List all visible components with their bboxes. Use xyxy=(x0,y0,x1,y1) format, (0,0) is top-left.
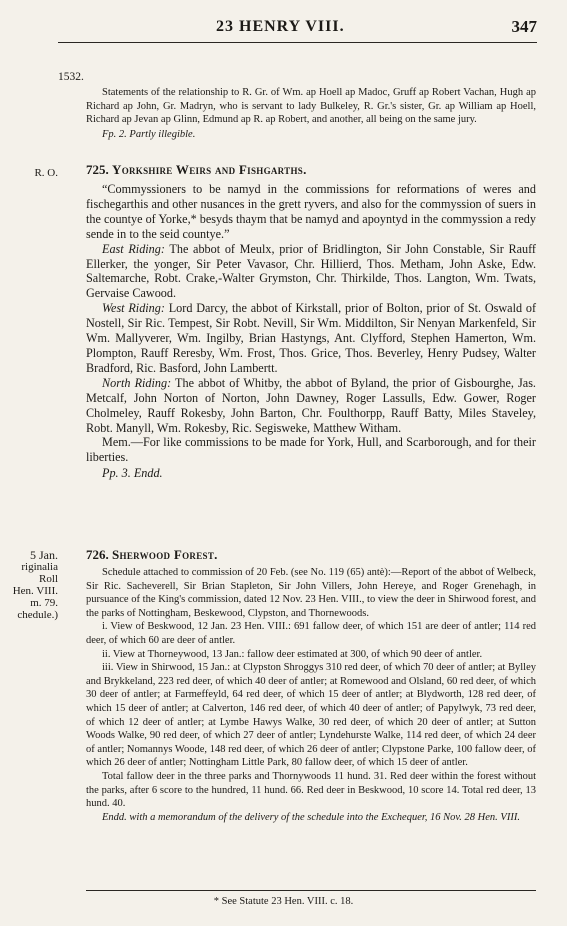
north-riding-para xyxy=(86,376,536,436)
entry726-total: Total fallow deer in the three parks and Thornywoods 11 hund. 31. Red deer within the forest without the parks, after 6 score to the hundred, 11 hund. 66. Red deer in Beskwood, 10 score 14. Total red deer, 13 hund. 40. xyxy=(86,770,536,810)
entry726-ref-1: riginalia xyxy=(21,561,58,573)
east-riding-label: East Riding: xyxy=(102,241,165,256)
entry726-item-1: i. View of Beskwood, 12 Jan. 23 Hen. VIII.: 691 fallow deer, of which 151 are deer of antler; 114 red deer, of which 60 are deer of antler. xyxy=(86,621,536,646)
header-rule xyxy=(58,42,537,43)
west-riding-text: Lord Darcy, the abbot of Kirkstall, prior of Bolton, prior of St. Oswald of Nostell, Sir Ric. Tempest, Sir Robt. Nevill, Sir Wm. Middilton, Sir Nenyan Markenfeld, Sir Wm. Mallyverer, Wm. Ingilby, Brian Hastyngs, Ant. Clyfford, Stephen Hamerton, Wm. Plompton, Rauff Reresby, Wm. Frost, Thos. Grice, Thos. Beverley, Henry Pudsey, Walter Bradford, Ric. Basford, John Lambertt. xyxy=(86,301,537,375)
entry725-pages: Pp. 3. Endd. xyxy=(102,466,163,481)
footnote: * See Statute 23 Hen. VIII. c. 18. xyxy=(213,896,354,907)
east-riding-text: The abbot of Meulx, prior of Bridlington, Sir John Constable, Sir Rauff Ellerker, the yonger, Sir Peter Vavasor, Chr. Hillierd, Thos. Metham, John Aske, Edw. Saltemarche, Robt. Crake,-Walter Grymston, Chr. Thirkilde, Thos. Langton, Wm. Twats, Gervaise Cawood. xyxy=(86,241,536,301)
running-head xyxy=(0,12,567,42)
entry726-ref-4: m. 79. xyxy=(30,597,58,609)
entry726-heading xyxy=(86,547,218,563)
north-riding-label: North Riding: xyxy=(102,375,172,390)
entry725-title: Yorkshire Weirs and Fishgarths. xyxy=(112,162,307,177)
entry726-body xyxy=(86,566,536,824)
memorandum: Mem.—For like commissions to be made for York, Hull, and Scarborough, and for their liberties. xyxy=(86,435,536,465)
page-number: 347 xyxy=(511,17,537,36)
running-title: 23 HENRY VIII. xyxy=(216,18,345,35)
entry726-item-2: ii. View at Thorneywood, 13 Jan.: fallow deer estimated at 300, of which 90 deer of antler. xyxy=(102,648,483,660)
prev-entry-pages: Fp. 2. Partly illegible. xyxy=(102,128,196,140)
entry726-number: 726. xyxy=(86,547,109,562)
entry726-ref-5: chedule.) xyxy=(17,609,58,621)
entry725-margin: R. O. xyxy=(34,167,58,179)
year-margin: 1532. xyxy=(58,71,84,83)
entry725-heading xyxy=(86,162,307,178)
entry726-date: 5 Jan. xyxy=(30,548,58,562)
entry726-title: Sherwood Forest. xyxy=(112,547,218,562)
entry725-body xyxy=(86,182,536,481)
entry725-quote: “Commyssioners to be namyd in the commissions for reformations of weres and fischegarthis and other nusances in the grett ryvers, and also for the commyssion of suers in the countye of Yorke,* besyds thaym that be namyd and apoyntyd in the commyssion a redy sende in to the seid countye.” xyxy=(86,182,536,241)
entry725-number: 725. xyxy=(86,162,109,177)
west-riding-para xyxy=(86,301,536,376)
entry726-intro: Schedule attached to commission of 20 Feb. (see No. 119 (65) antè):—Report of the abbot of Welbeck, Sir Ric. Sacheverell, Sir Brian Stapleton, Sir John Villers, John Hereye, and Roger Grenehagh, in pursuance of the King's commission, dated 12 Nov. 23 Hen. VIII., to view the deer in Shirwood forest, and the parks of Nottingham, Beskewood, Clypston, and Thornewoods. xyxy=(86,567,536,619)
prev-entry-text: Statements of the relationship to R. Gr. of Wm. ap Hoell ap Madoc, Gruff ap Robert Vachan, Hugh ap Richard ap John, Gr. Madryn, who is servant to lady Bulkeley, R. Gr.'s sister, Gr. ap William ap Hoell, Richard ap Jevan ap Glinn, Edmund ap R. ap Robert, and another, all being on the same jury. xyxy=(86,87,536,126)
prev-entry xyxy=(86,86,536,141)
entry726-ref-3: Hen. VIII. xyxy=(12,585,58,597)
entry726-ref-2: Roll xyxy=(39,573,58,585)
north-riding-text: The abbot of Whitby, the abbot of Byland, the prior of Gisbourghe, Jas. Metcalf, John Norton of Norton, John Dawney, Roger Lassulls, Edw. Gower, Roger Cholmeley, Rauff Rokesby, John Barton, Chr. Foulthorpp, Rauff Batty, Miles Staveley, Robt. Manyll, Wm. Rokesby, Ric. Segisweke, Matthew Witham. xyxy=(86,375,536,435)
entry726-endorsement: Endd. with a memorandum of the delivery of the schedule into the Exchequer, 16 Nov. 28 Hen. VIII. xyxy=(102,811,520,823)
entry726-margin xyxy=(6,549,58,621)
footnote-rule xyxy=(86,890,536,891)
east-riding-para xyxy=(86,242,536,302)
entry726-item-3: iii. View in Shirwood, 15 Jan.: at Clypston Shroggys 310 red deer, of which 70 deer of antler; at Bylley and Brykkeland, 223 red deer, of which 40 deer of antler; at Romewood and Olsland, 60 red deer, of which 30 deer of antler; at Farmeffeyld, 64 red deer, of which 15 deer of antler; at Blydworth, 128 red deer, of which 15 deer of antler; at Calverton, 146 red deer, of which 40 deer of antler; of Papylwyk, 73 red deer, of which 12 deer of antler; at Lymbe Hawys Walke, 30 red deer, of which 20 deer of antler; at Sutton Woods Walke, 90 red deer, of which 27 deer of antler; Lyndehurste Walke, 114 red deer, of which 24 deer of antler; Nomannys Woode, 148 red deer, of which 26 deer of antler; Clypstone Parke, 100 fallow deer, of which 26 deer of antler; Nottingham Little Park, 80 fallow deer, of which 15 deer of antler. xyxy=(86,662,536,769)
west-riding-label: West Riding: xyxy=(102,301,165,316)
